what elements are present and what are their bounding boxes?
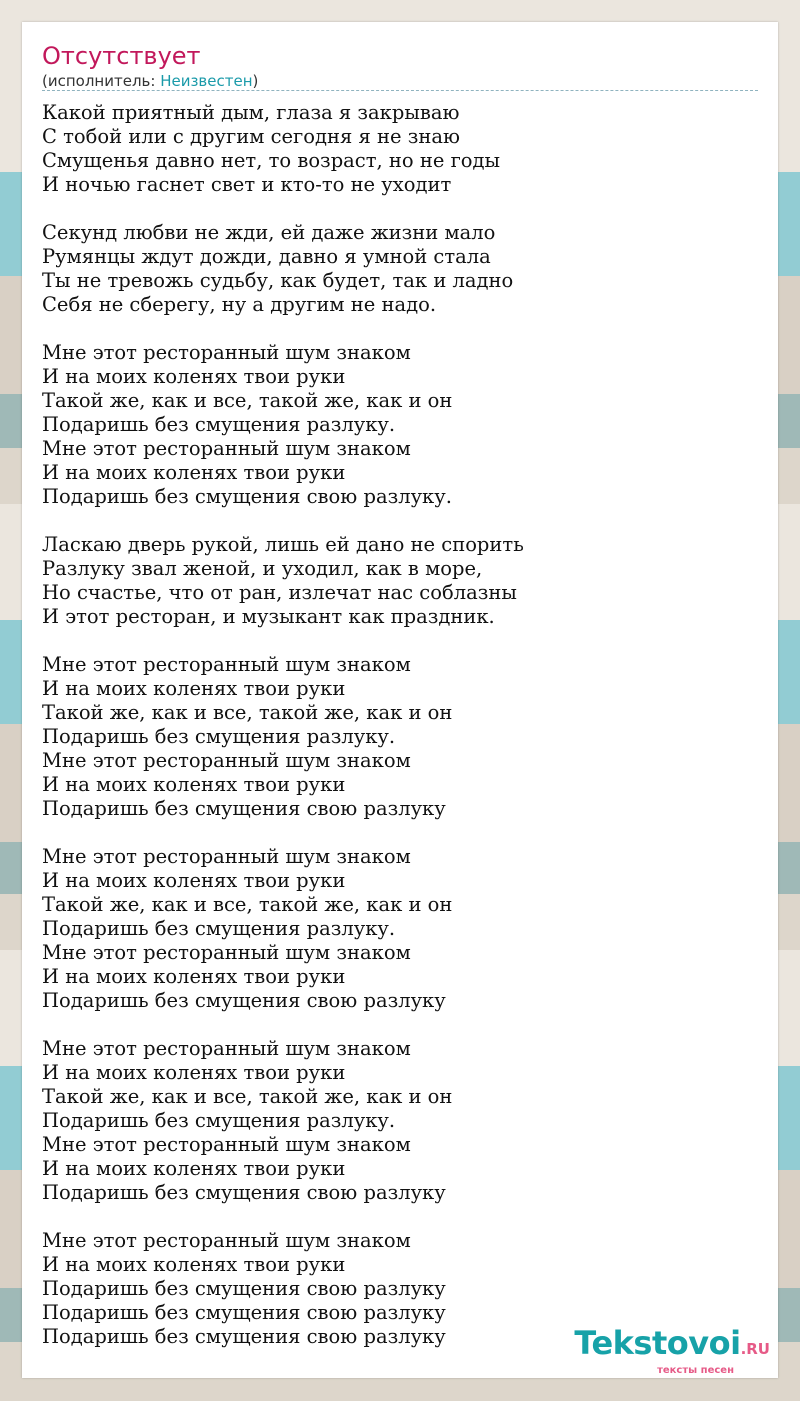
lyric-line: Ласкаю дверь рукой, лишь ей дано не спорить (42, 533, 524, 556)
lyric-line: Подаришь без смущения свою разлуку (42, 989, 446, 1012)
lyric-line: Мне этот ресторанный шум знаком (42, 341, 411, 364)
lyric-line: Ты не тревожь судьбу, как будет, так и ладно (42, 269, 514, 292)
stanza-break (42, 509, 524, 533)
lyric-line: Мне этот ресторанный шум знаком (42, 653, 411, 676)
lyric-line: И на моих коленях твои руки (42, 869, 346, 892)
lyric-line: И на моих коленях твои руки (42, 461, 346, 484)
lyric-line: Подаришь без смущения свою разлуку (42, 1277, 446, 1300)
lyric-line: Но счастье, что от ран, излечат нас соблазны (42, 581, 517, 604)
lyric-line: Румянцы ждут дожди, давно я умной стала (42, 245, 491, 268)
lyric-line: Мне этот ресторанный шум знаком (42, 749, 411, 772)
lyric-line: Разлуку звал женой, и уходил, как в море, (42, 557, 483, 580)
lyric-line: С тобой или с другим сегодня я не знаю (42, 125, 460, 148)
lyric-line: Такой же, как и все, такой же, как и он (42, 893, 453, 916)
lyrics-text (42, 101, 524, 1349)
lyrics-card (22, 22, 778, 1378)
stanza-break (42, 1205, 524, 1229)
artist-suffix: ) (252, 72, 259, 90)
lyric-line: Мне этот ресторанный шум знаком (42, 1229, 411, 1252)
lyric-line: Подаришь без смущения свою разлуку (42, 1325, 446, 1348)
lyric-line: Мне этот ресторанный шум знаком (42, 1037, 411, 1060)
lyric-line: Подаришь без смущения разлуку. (42, 725, 396, 748)
lyric-line: И на моих коленях твои руки (42, 965, 346, 988)
lyric-line: Мне этот ресторанный шум знаком (42, 1133, 411, 1156)
artist-prefix: (исполнитель: (42, 72, 161, 90)
stanza-break (42, 629, 524, 653)
stanza-break (42, 317, 524, 341)
lyric-line: Подаришь без смущения свою разлуку (42, 797, 446, 820)
song-title: Отсутствует (42, 42, 201, 70)
lyric-line: Мне этот ресторанный шум знаком (42, 845, 411, 868)
lyric-line: Подаришь без смущения разлуку. (42, 413, 396, 436)
lyric-line: Такой же, как и все, такой же, как и он (42, 1085, 453, 1108)
lyric-line: Какой приятный дым, глаза я закрываю (42, 101, 460, 124)
lyric-line: И на моих коленях твои руки (42, 1157, 346, 1180)
lyric-line: Подаришь без смущения разлуку. (42, 917, 396, 940)
logo-tagline: тексты песен (657, 1365, 734, 1376)
logo-wordmark (574, 1326, 770, 1366)
lyric-line: Такой же, как и все, такой же, как и он (42, 389, 453, 412)
lyric-line: И этот ресторан, и музыкант как праздник. (42, 605, 495, 628)
lyric-line: Мне этот ресторанный шум знаком (42, 941, 411, 964)
lyric-line: И ночью гаснет свет и кто-то не уходит (42, 173, 452, 196)
lyric-line: Подаришь без смущения свою разлуку (42, 1181, 446, 1204)
lyric-line: Секунд любви не жди, ей даже жизни мало (42, 221, 496, 244)
lyric-line: Подаришь без смущения разлуку. (42, 1109, 396, 1132)
lyric-line: И на моих коленях твои руки (42, 365, 346, 388)
lyric-line: Подаришь без смущения свою разлуку (42, 1301, 446, 1324)
lyric-line: И на моих коленях твои руки (42, 1061, 346, 1084)
stanza-break (42, 197, 524, 221)
lyric-line: Себя не сберегу, ну а другим не надо. (42, 293, 437, 316)
artist-link[interactable]: Неизвестен (160, 72, 253, 90)
lyric-line: Подаришь без смущения свою разлуку. (42, 485, 452, 508)
stanza-break (42, 821, 524, 845)
stanza-break (42, 1013, 524, 1037)
lyric-line: Мне этот ресторанный шум знаком (42, 437, 411, 460)
logo-tld: .RU (740, 1340, 770, 1358)
logo-name: Tekstovoi (574, 1324, 741, 1362)
title-divider (42, 90, 758, 91)
lyric-line: И на моих коленях твои руки (42, 773, 346, 796)
lyric-line: И на моих коленях твои руки (42, 1253, 346, 1276)
site-logo[interactable] (574, 1326, 770, 1376)
lyric-line: Такой же, как и все, такой же, как и он (42, 701, 453, 724)
artist-line (42, 71, 258, 91)
lyric-line: Смущенья давно нет, то возраст, но не годы (42, 149, 501, 172)
lyric-line: И на моих коленях твои руки (42, 677, 346, 700)
